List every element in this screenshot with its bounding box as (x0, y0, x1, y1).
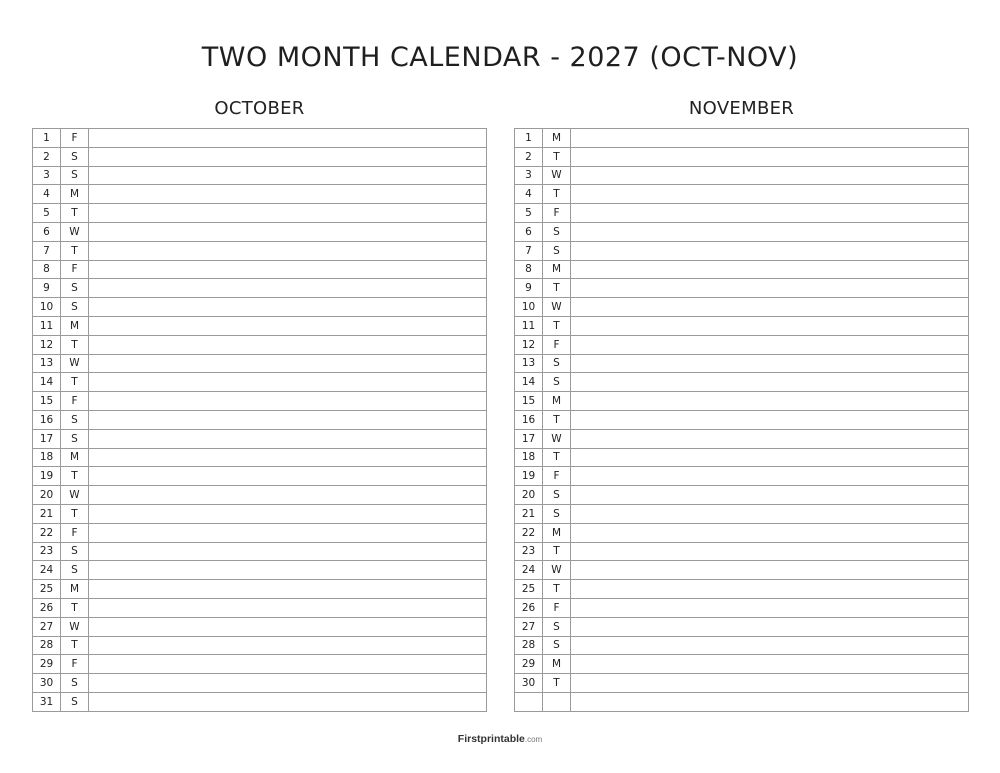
day-number: 30 (33, 674, 61, 693)
table-row (515, 692, 969, 711)
day-number: 8 (33, 260, 61, 279)
weekday-letter: S (543, 241, 571, 260)
table-row (33, 692, 487, 711)
day-number: 21 (33, 504, 61, 523)
note-cell[interactable] (89, 486, 487, 505)
table-row (33, 335, 487, 354)
weekday-letter: W (61, 222, 89, 241)
note-cell[interactable] (571, 222, 969, 241)
note-cell[interactable] (89, 523, 487, 542)
table-row (33, 636, 487, 655)
note-cell[interactable] (89, 392, 487, 411)
table-row (33, 467, 487, 486)
note-cell[interactable] (89, 674, 487, 693)
table-row (515, 147, 969, 166)
note-cell[interactable] (89, 335, 487, 354)
day-number: 1 (33, 129, 61, 148)
month-table (32, 128, 487, 712)
weekday-letter: S (543, 636, 571, 655)
table-row (33, 166, 487, 185)
weekday-letter: T (61, 636, 89, 655)
note-cell[interactable] (89, 373, 487, 392)
note-cell[interactable] (571, 448, 969, 467)
day-number: 27 (33, 617, 61, 636)
weekday-letter: T (61, 598, 89, 617)
note-cell[interactable] (571, 598, 969, 617)
day-number: 11 (33, 316, 61, 335)
month-november (514, 96, 969, 712)
weekday-letter: S (61, 298, 89, 317)
day-number: 19 (515, 467, 543, 486)
footer (0, 733, 1000, 745)
note-cell[interactable] (89, 147, 487, 166)
footer-brand: Firstprintable (457, 733, 525, 745)
table-row (515, 335, 969, 354)
table-row (515, 260, 969, 279)
table-row (515, 354, 969, 373)
table-row (33, 580, 487, 599)
day-number: 14 (33, 373, 61, 392)
weekday-letter: S (543, 222, 571, 241)
weekday-letter: S (543, 504, 571, 523)
table-row (33, 147, 487, 166)
table-row (33, 655, 487, 674)
day-number: 15 (515, 392, 543, 411)
table-row (515, 392, 969, 411)
page-title: TWO MONTH CALENDAR - 2027 (OCT-NOV) (201, 42, 799, 73)
day-number: 9 (33, 279, 61, 298)
weekday-letter: S (61, 147, 89, 166)
day-number: 24 (515, 561, 543, 580)
note-cell[interactable] (571, 316, 969, 335)
note-cell[interactable] (89, 222, 487, 241)
day-number: 23 (33, 542, 61, 561)
table-row (515, 222, 969, 241)
weekday-letter: W (543, 298, 571, 317)
note-cell[interactable] (89, 354, 487, 373)
month-rows (515, 129, 969, 712)
note-cell[interactable] (89, 467, 487, 486)
weekday-letter: T (61, 504, 89, 523)
weekday-letter: S (543, 486, 571, 505)
weekday-letter (543, 692, 571, 711)
weekday-letter: M (543, 129, 571, 148)
day-number: 2 (33, 147, 61, 166)
table-row (33, 204, 487, 223)
note-cell[interactable] (89, 504, 487, 523)
day-number: 14 (515, 373, 543, 392)
table-row (515, 523, 969, 542)
day-number: 16 (33, 410, 61, 429)
weekday-letter: F (543, 467, 571, 486)
table-row (515, 674, 969, 693)
table-row (515, 429, 969, 448)
table-row (515, 636, 969, 655)
month-rows (33, 129, 487, 712)
day-number: 7 (515, 241, 543, 260)
weekday-letter: W (61, 486, 89, 505)
table-row (33, 222, 487, 241)
note-cell[interactable] (571, 617, 969, 636)
weekday-letter: M (543, 523, 571, 542)
day-number: 20 (515, 486, 543, 505)
day-number: 19 (33, 467, 61, 486)
day-number: 26 (33, 598, 61, 617)
note-cell[interactable] (89, 260, 487, 279)
table-row (515, 241, 969, 260)
month-table (514, 128, 969, 712)
weekday-letter: T (543, 316, 571, 335)
day-number: 24 (33, 561, 61, 580)
note-cell[interactable] (89, 617, 487, 636)
day-number: 4 (33, 185, 61, 204)
day-number: 3 (515, 166, 543, 185)
weekday-letter: F (61, 129, 89, 148)
day-number: 6 (33, 222, 61, 241)
note-cell[interactable] (571, 335, 969, 354)
weekday-letter: S (61, 561, 89, 580)
weekday-letter: M (543, 392, 571, 411)
weekday-letter: F (543, 598, 571, 617)
table-row (33, 561, 487, 580)
note-cell[interactable] (571, 692, 969, 711)
note-cell[interactable] (89, 655, 487, 674)
note-cell[interactable] (89, 204, 487, 223)
table-row (33, 542, 487, 561)
note-cell[interactable] (571, 392, 969, 411)
weekday-letter: T (543, 410, 571, 429)
weekday-letter: M (543, 260, 571, 279)
table-row (515, 410, 969, 429)
note-cell[interactable] (571, 504, 969, 523)
table-row (33, 504, 487, 523)
weekday-letter: S (543, 354, 571, 373)
table-row (33, 429, 487, 448)
note-cell[interactable] (89, 598, 487, 617)
note-cell[interactable] (89, 166, 487, 185)
day-number: 1 (515, 129, 543, 148)
table-row (515, 504, 969, 523)
weekday-letter: T (543, 674, 571, 693)
note-cell[interactable] (89, 185, 487, 204)
table-row (515, 185, 969, 204)
note-cell[interactable] (571, 410, 969, 429)
note-cell[interactable] (571, 279, 969, 298)
day-number: 16 (515, 410, 543, 429)
weekday-letter: M (61, 448, 89, 467)
day-number: 13 (33, 354, 61, 373)
note-cell[interactable] (89, 429, 487, 448)
note-cell[interactable] (571, 674, 969, 693)
note-cell[interactable] (571, 655, 969, 674)
note-cell[interactable] (571, 354, 969, 373)
day-number: 18 (515, 448, 543, 467)
day-number: 21 (515, 504, 543, 523)
note-cell[interactable] (89, 279, 487, 298)
weekday-letter: M (61, 316, 89, 335)
table-row (515, 448, 969, 467)
table-row (33, 185, 487, 204)
weekday-letter: S (61, 692, 89, 711)
day-number: 13 (515, 354, 543, 373)
day-number: 23 (515, 542, 543, 561)
day-number: 4 (515, 185, 543, 204)
table-row (515, 561, 969, 580)
day-number: 17 (515, 429, 543, 448)
note-cell[interactable] (571, 467, 969, 486)
note-cell[interactable] (89, 316, 487, 335)
table-row (33, 410, 487, 429)
table-row (515, 542, 969, 561)
day-number: 6 (515, 222, 543, 241)
table-row (515, 129, 969, 148)
note-cell[interactable] (571, 523, 969, 542)
day-number: 12 (33, 335, 61, 354)
weekday-letter: W (61, 617, 89, 636)
day-number: 18 (33, 448, 61, 467)
table-row (515, 486, 969, 505)
note-cell[interactable] (89, 241, 487, 260)
table-row (515, 598, 969, 617)
weekday-letter: F (61, 655, 89, 674)
day-number: 5 (515, 204, 543, 223)
note-cell[interactable] (89, 561, 487, 580)
day-number: 25 (33, 580, 61, 599)
weekday-letter: S (61, 410, 89, 429)
note-cell[interactable] (89, 298, 487, 317)
weekday-letter: S (61, 542, 89, 561)
table-row (515, 316, 969, 335)
weekday-letter: T (61, 467, 89, 486)
weekday-letter: S (61, 279, 89, 298)
day-number: 10 (515, 298, 543, 317)
note-cell[interactable] (571, 185, 969, 204)
table-row (515, 617, 969, 636)
weekday-letter: T (543, 185, 571, 204)
weekday-letter: S (61, 429, 89, 448)
note-cell[interactable] (89, 636, 487, 655)
note-cell[interactable] (571, 542, 969, 561)
weekday-letter: M (543, 655, 571, 674)
month-title: OCTOBER (214, 98, 305, 119)
table-row (515, 204, 969, 223)
table-row (33, 298, 487, 317)
month-october (32, 96, 487, 712)
day-number: 29 (33, 655, 61, 674)
day-number: 26 (515, 598, 543, 617)
table-row (33, 392, 487, 411)
table-row (33, 674, 487, 693)
table-row (33, 279, 487, 298)
weekday-letter: F (543, 204, 571, 223)
weekday-letter: S (543, 617, 571, 636)
table-row (33, 617, 487, 636)
day-number: 28 (515, 636, 543, 655)
weekday-letter: M (61, 580, 89, 599)
weekday-letter: S (61, 166, 89, 185)
note-cell[interactable] (89, 448, 487, 467)
weekday-letter: W (543, 561, 571, 580)
day-number: 15 (33, 392, 61, 411)
day-number: 10 (33, 298, 61, 317)
weekday-letter: T (61, 204, 89, 223)
note-cell[interactable] (571, 561, 969, 580)
day-number: 12 (515, 335, 543, 354)
note-cell[interactable] (571, 147, 969, 166)
weekday-letter: M (61, 185, 89, 204)
note-cell[interactable] (89, 580, 487, 599)
day-number: 7 (33, 241, 61, 260)
table-row (515, 655, 969, 674)
table-row (515, 373, 969, 392)
weekday-letter: F (61, 523, 89, 542)
note-cell[interactable] (571, 636, 969, 655)
day-number: 28 (33, 636, 61, 655)
note-cell[interactable] (89, 129, 487, 148)
footer-tld: .com (524, 735, 543, 744)
weekday-letter: S (61, 674, 89, 693)
table-row (33, 241, 487, 260)
note-cell[interactable] (571, 241, 969, 260)
table-row (33, 316, 487, 335)
note-cell[interactable] (571, 580, 969, 599)
note-cell[interactable] (571, 429, 969, 448)
weekday-letter: W (61, 354, 89, 373)
weekday-letter: T (543, 448, 571, 467)
day-number: 27 (515, 617, 543, 636)
weekday-letter: T (61, 241, 89, 260)
day-number: 17 (33, 429, 61, 448)
weekday-letter: T (543, 580, 571, 599)
table-row (33, 523, 487, 542)
day-number: 30 (515, 674, 543, 693)
month-title: NOVEMBER (688, 98, 795, 119)
note-cell[interactable] (571, 373, 969, 392)
day-number: 9 (515, 279, 543, 298)
day-number: 31 (33, 692, 61, 711)
weekday-letter: F (543, 335, 571, 354)
table-row (515, 166, 969, 185)
day-number: 2 (515, 147, 543, 166)
table-row (33, 448, 487, 467)
weekday-letter: F (61, 392, 89, 411)
day-number: 25 (515, 580, 543, 599)
day-number: 20 (33, 486, 61, 505)
note-cell[interactable] (89, 692, 487, 711)
day-number: 22 (515, 523, 543, 542)
table-row (515, 298, 969, 317)
table-row (33, 354, 487, 373)
weekday-letter: T (543, 542, 571, 561)
day-number: 3 (33, 166, 61, 185)
day-number: 29 (515, 655, 543, 674)
day-number: 8 (515, 260, 543, 279)
day-number: 11 (515, 316, 543, 335)
note-cell[interactable] (571, 166, 969, 185)
note-cell[interactable] (571, 260, 969, 279)
weekday-letter: W (543, 166, 571, 185)
note-cell[interactable] (571, 204, 969, 223)
table-row (33, 260, 487, 279)
table-row (33, 598, 487, 617)
weekday-letter: T (61, 373, 89, 392)
table-row (515, 580, 969, 599)
weekday-letter: T (543, 147, 571, 166)
note-cell[interactable] (571, 486, 969, 505)
weekday-letter: F (61, 260, 89, 279)
table-row (515, 467, 969, 486)
note-cell[interactable] (571, 298, 969, 317)
note-cell[interactable] (571, 129, 969, 148)
table-row (33, 373, 487, 392)
weekday-letter: S (543, 373, 571, 392)
table-row (515, 279, 969, 298)
day-number: 22 (33, 523, 61, 542)
weekday-letter: T (61, 335, 89, 354)
weekday-letter: W (543, 429, 571, 448)
table-row (33, 129, 487, 148)
day-number: 5 (33, 204, 61, 223)
weekday-letter: T (543, 279, 571, 298)
note-cell[interactable] (89, 542, 487, 561)
table-row (33, 486, 487, 505)
note-cell[interactable] (89, 410, 487, 429)
day-number (515, 692, 543, 711)
